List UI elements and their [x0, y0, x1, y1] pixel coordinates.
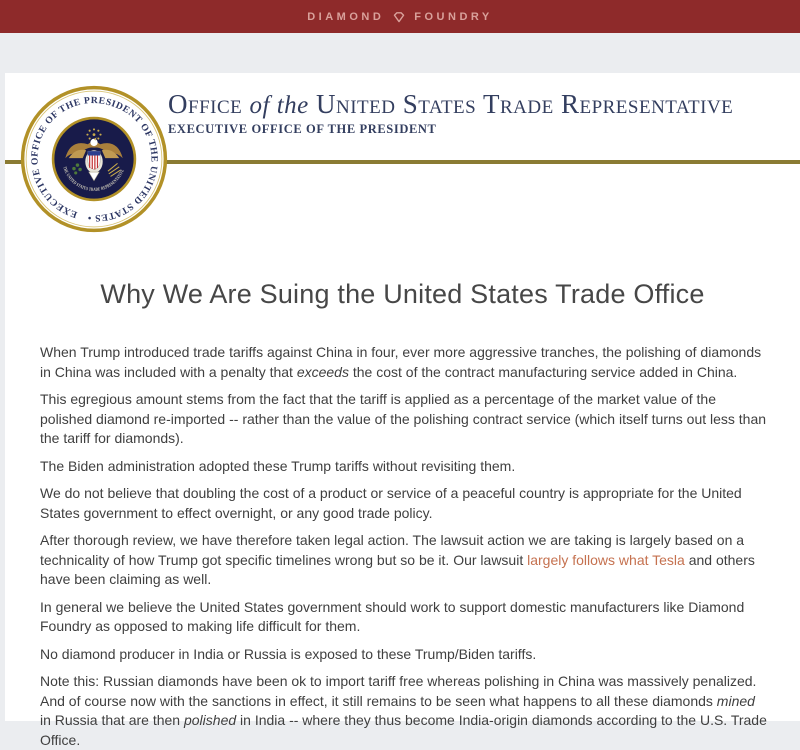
letterhead-title-rest: United States Trade Representative	[316, 89, 734, 119]
article-body	[40, 343, 768, 750]
post-content-card	[5, 73, 800, 748]
article-paragraph	[40, 484, 768, 523]
article-paragraph	[40, 645, 768, 665]
letterhead-title-office: Office	[168, 89, 243, 119]
emphasis-text: mined	[716, 692, 755, 709]
brand-word-diamond: DIAMOND	[307, 10, 385, 23]
paragraph-text: The Biden administration adopted these Trump tariffs without revisiting them.	[40, 457, 516, 474]
letterhead-title-ofthe: of the	[249, 92, 309, 119]
top-brand-bar	[0, 0, 800, 33]
executive-office-seal-icon	[20, 85, 168, 233]
paragraph-text: This egregious amount stems from the fact that the tariff is applied as a percentage of the market value of the polished diamond re-imported -- rather than the value of the polishing contract service (which itself turns out less than the tariff for diamonds).	[40, 391, 767, 446]
article-paragraph	[40, 672, 768, 750]
paragraph-text: No diamond producer in India or Russia is exposed to these Trump/Biden tariffs.	[40, 645, 537, 662]
paragraph-text: When Trump introduced trade tariffs against China in four, ever more aggressive tranches, the polishing of diamonds in China was included with a penalty that	[40, 344, 762, 380]
paragraph-text: In general we believe the United States government should work to support domestic manufacturers like Diamond Foundry as opposed to making life difficult for them.	[40, 598, 745, 634]
diamond-foundry-logo[interactable]	[307, 10, 493, 24]
article-paragraph	[40, 390, 768, 449]
emphasis-text: polished	[183, 712, 237, 728]
ustr-letterhead-image	[5, 73, 800, 245]
brand-word-foundry: FOUNDRY	[414, 10, 493, 23]
letterhead-subtitle: EXECUTIVE OFFICE OF THE PRESIDENT	[168, 122, 437, 136]
seal-inner-text: THE UNITED STATES TRADE REPRESENTATIVE	[61, 166, 127, 193]
paragraph-text: Note this: Russian diamonds have been ok to import tariff free whereas polishing in China was massively penalized. And of course now with the sanctions in effect, it still remains to be seen what happens to all these diamonds	[40, 673, 757, 709]
post-title: Why We Are Suing the United States Trade Office	[100, 279, 705, 309]
emphasis-text: exceeds	[296, 363, 349, 380]
paragraph-text: in India -- where they thus become India-origin diamonds according to the U.S. Trade Office.	[40, 712, 767, 748]
paragraph-text: and others have been claiming as well.	[40, 551, 755, 587]
tesla-lawsuit-link[interactable]: largely follows what Tesla	[527, 551, 685, 568]
diamond-icon	[392, 10, 406, 24]
article-paragraph	[40, 343, 768, 382]
paragraph-text: the cost of the contract manufacturing service added in China.	[348, 363, 738, 380]
article-paragraph	[40, 598, 768, 637]
article-paragraph	[40, 457, 768, 477]
paragraph-text: After thorough review, we have therefore taken legal action. The lawsuit action we are taking is largely based on a technicality of how Trump got specific timelines wrong but so be it. Our lawsuit	[40, 532, 745, 568]
paragraph-text: in Russia that are then	[40, 712, 184, 728]
letterhead-title	[168, 89, 800, 121]
seal-ring-text: EXECUTIVE OFFICE OF THE PRESIDENT OF THE UNITED STATES •	[29, 94, 160, 224]
article-paragraph	[40, 531, 768, 590]
paragraph-text: We do not believe that doubling the cost of a product or service of a peaceful country is appropriate for the United States government to effect overnight, or any good trade policy.	[40, 485, 742, 521]
